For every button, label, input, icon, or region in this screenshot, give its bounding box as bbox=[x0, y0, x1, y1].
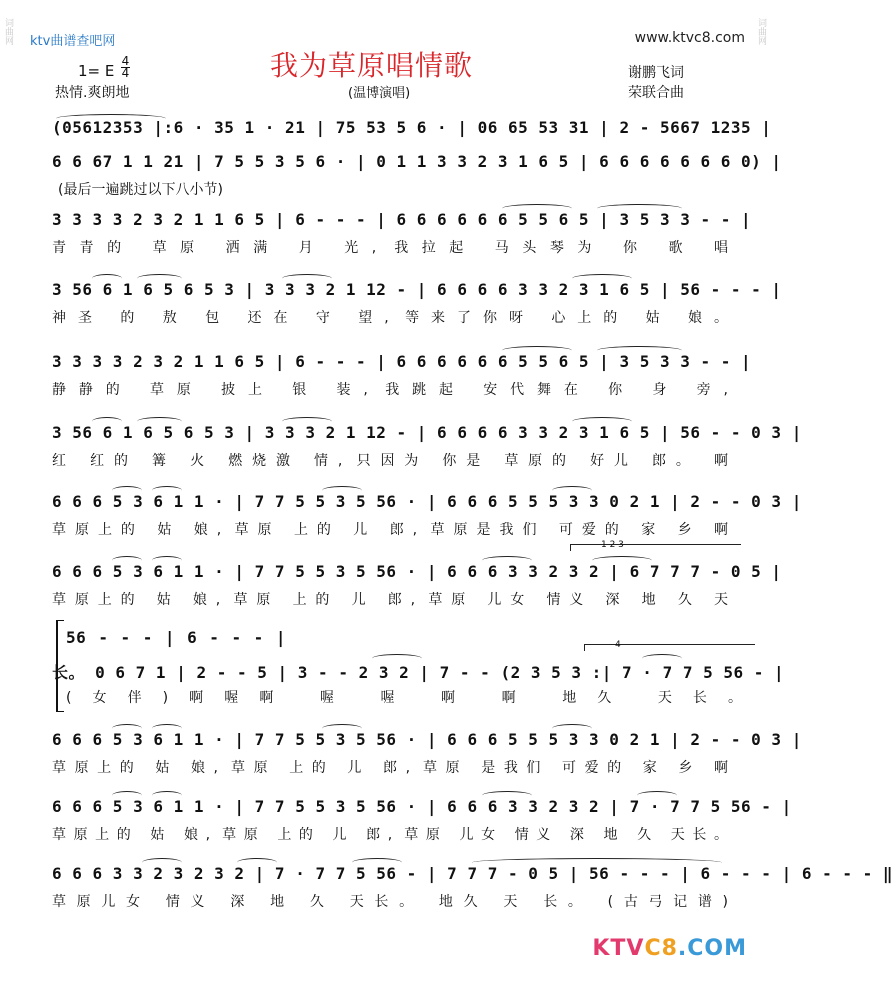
slur-mark bbox=[92, 274, 122, 283]
tie-mark bbox=[472, 858, 722, 867]
composer-credit: 荣联合曲 bbox=[628, 85, 684, 101]
logo-part: C8 bbox=[644, 936, 678, 961]
slur-mark bbox=[112, 486, 142, 495]
notation-line: 6 6 6 5 3 6 1 1 · | 7 7 5 5 3 5 56 · | 6 6 6 3 3 2 3 2 | 7 · 7 7 5 56 - | bbox=[52, 797, 792, 816]
logo-part: .COM bbox=[677, 936, 747, 961]
slur-mark bbox=[502, 346, 572, 355]
notation-line: 3 3 3 3 2 3 2 1 1 6 5 | 6 - - - | 6 6 6 6 6 6 5 5 6 5 | 3 5 3 3 - - | bbox=[52, 210, 752, 229]
time-signature bbox=[121, 56, 130, 79]
logo-part: KTV bbox=[592, 936, 645, 961]
slur-mark bbox=[372, 654, 422, 663]
slur-mark bbox=[142, 858, 182, 867]
lyrics-line: 神圣 的 敖 包 还在 守 望, 等来了你呀 心上的 姑 娘。 bbox=[52, 310, 728, 326]
slur-mark bbox=[92, 417, 122, 426]
key-signature: 1= E bbox=[78, 62, 115, 80]
site-url-link[interactable]: www.ktvc8.com bbox=[634, 30, 745, 46]
slur-mark bbox=[152, 556, 182, 565]
lyrics-line: 草原上的 姑 娘, 草原 上的 儿 郎, 草原是我们 可爱的 家 乡 啊 bbox=[52, 522, 728, 538]
notation-line: (05612353 |:6 · 35 1 · 21 | 75 53 5 6 · | 06 65 53 31 | 2 - 5667 1235 | bbox=[52, 118, 772, 137]
slur-mark bbox=[322, 724, 362, 733]
slur-mark bbox=[282, 417, 332, 426]
slur-mark bbox=[572, 274, 632, 283]
notation-line: 6 6 6 3 3 2 3 2 3 2 | 7 · 7 7 5 56 - | 7 7 7 - 0 5 | 56 - - - | 6 - - - | 6 - - - ‖ bbox=[52, 864, 893, 883]
notation-line: 6 6 6 5 3 6 1 1 · | 7 7 5 5 3 5 56 · | 6 6 6 3 3 2 3 2 | 6 7 7 7 - 0 5 | bbox=[52, 562, 782, 581]
watermark-text: 词曲网 bbox=[3, 18, 13, 45]
slur-mark bbox=[137, 274, 182, 283]
watermark-text: 词曲网 bbox=[756, 18, 766, 45]
slur-mark bbox=[152, 791, 182, 800]
lyrics-line: 青青的 草原 洒满 月 光, 我拉起 马头琴为 你 歌 唱 bbox=[52, 240, 728, 256]
tempo-marking: 热情.爽朗地 bbox=[55, 85, 130, 101]
notation-line: 3 56 6 1 6 5 6 5 3 | 3 3 3 2 1 12 - | 6 6 6 6 3 3 2 3 1 6 5 | 56 - - 0 3 | bbox=[52, 423, 802, 442]
site-name-link[interactable]: ktv曲谱查吧网 bbox=[30, 34, 116, 49]
slur-mark bbox=[592, 556, 652, 565]
lyricist-credit: 谢鹏飞词 bbox=[628, 65, 684, 81]
slur-mark bbox=[112, 791, 142, 800]
notation-line: 长。 0 6 7 1 | 2 - - 5 | 3 - - 2 3 2 | 7 - - (2 3 5 3 :| 7 · 7 7 5 56 - | bbox=[52, 663, 785, 682]
singer-credit: (温博演唱) bbox=[348, 86, 411, 101]
slur-mark bbox=[237, 858, 277, 867]
slur-mark bbox=[282, 274, 332, 283]
time-signature-bottom: 4 bbox=[121, 66, 130, 80]
slur-mark bbox=[482, 556, 532, 565]
notation-line: 3 3 3 3 2 3 2 1 1 6 5 | 6 - - - | 6 6 6 6 6 6 5 5 6 5 | 3 5 3 3 - - | bbox=[52, 352, 752, 371]
slur-mark bbox=[352, 858, 402, 867]
volta-bracket-2 bbox=[584, 640, 755, 651]
slur-mark bbox=[637, 791, 677, 800]
lyrics-line: 草原上的 姑 娘, 草原 上的 儿 郎, 草原 儿女 情义 深 地 久 天长。 bbox=[52, 827, 728, 843]
volta-bracket-1 bbox=[570, 540, 741, 551]
slur-mark bbox=[112, 556, 142, 565]
slur-mark bbox=[482, 791, 532, 800]
watermark-left bbox=[2, 0, 20, 987]
volta-label: 1 2 3 bbox=[601, 540, 624, 550]
slur-mark bbox=[642, 654, 682, 663]
slur-mark bbox=[572, 417, 632, 426]
lyrics-line: 草原上的 姑 娘, 草原 上的 儿 郎, 草原 儿女 情义 深 地 久 天 bbox=[52, 592, 728, 608]
slur-mark bbox=[552, 724, 592, 733]
slur-mark bbox=[152, 486, 182, 495]
volta-label: 4 bbox=[615, 640, 621, 650]
slur-mark bbox=[152, 724, 182, 733]
slur-mark bbox=[56, 114, 166, 123]
time-signature-top: 4 bbox=[121, 54, 130, 68]
tie-mark bbox=[597, 204, 682, 213]
lyrics-line: 红 红的 篝 火 燃烧激 情, 只因为 你是 草原的 好儿 郎。 啊 bbox=[52, 453, 728, 469]
slur-mark bbox=[552, 486, 592, 495]
slur-mark bbox=[137, 417, 182, 426]
site-logo[interactable] bbox=[592, 936, 747, 961]
song-title: 我为草原唱情歌 bbox=[270, 49, 474, 82]
notation-line: 6 6 6 5 3 6 1 1 · | 7 7 5 5 3 5 56 · | 6 6 6 5 5 5 3 3 0 2 1 | 2 - - 0 3 | bbox=[52, 730, 802, 749]
lyrics-line: 草原上的 姑 娘, 草原 上的 儿 郎, 草原 是我们 可爱的 家 乡 啊 bbox=[52, 760, 728, 776]
slur-mark bbox=[502, 204, 572, 213]
notation-line: 56 - - - | 6 - - - | bbox=[66, 628, 286, 647]
lyrics-line: (女伴)啊喔啊 喔 喔 啊 啊 地久 天长。 bbox=[66, 690, 742, 706]
notation-line: 3 56 6 1 6 5 6 5 3 | 3 3 3 2 1 12 - | 6 6 6 6 3 3 2 3 1 6 5 | 56 - - - | bbox=[52, 280, 782, 299]
lyrics-line: 草原儿女 情义 深 地 久 天长。 地久 天 长。 (古弓记谱) bbox=[52, 894, 728, 910]
notation-line: 6 6 67 1 1 21 | 7 5 5 3 5 6 · | 0 1 1 3 3 2 3 1 6 5 | 6 6 6 6 6 6 6 0) | bbox=[52, 152, 782, 171]
notation-line: 6 6 6 5 3 6 1 1 · | 7 7 5 5 3 5 56 · | 6 6 6 5 5 5 3 3 0 2 1 | 2 - - 0 3 | bbox=[52, 492, 802, 511]
lyrics-line: 静静的 草原 披上 银 装, 我跳起 安代舞在 你 身 旁, bbox=[52, 382, 728, 398]
tie-mark bbox=[597, 346, 682, 355]
slur-mark bbox=[322, 486, 362, 495]
slur-mark bbox=[112, 724, 142, 733]
lyrics-line: (最后一遍跳过以下八小节) bbox=[58, 182, 223, 198]
